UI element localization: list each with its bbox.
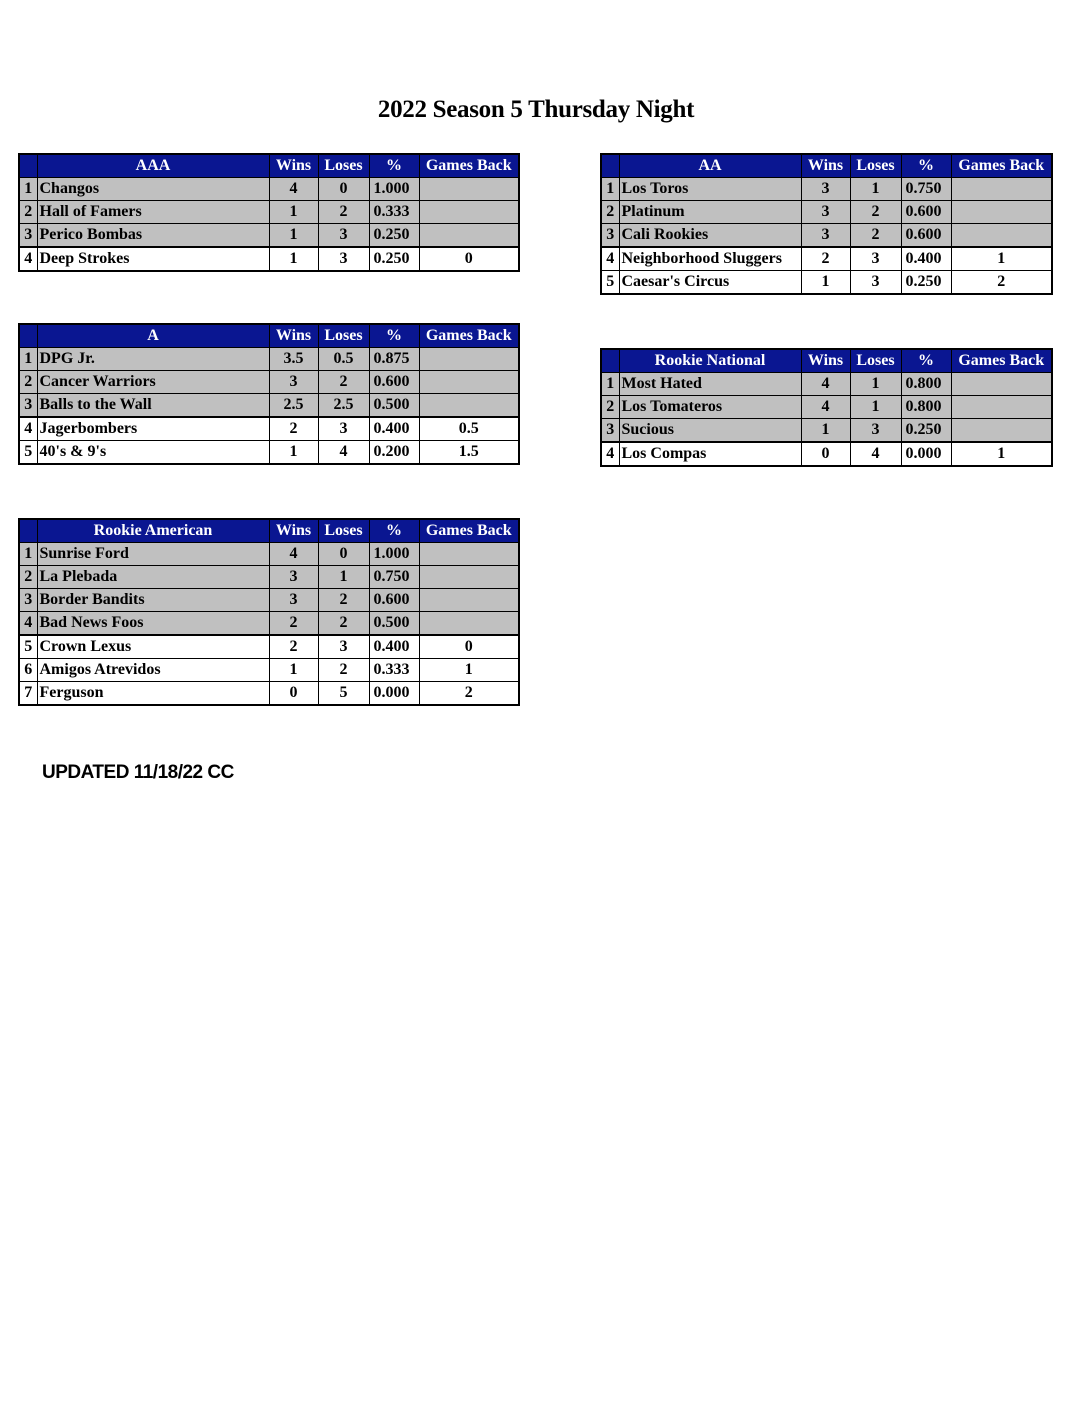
header-blank bbox=[601, 154, 619, 178]
wins: 4 bbox=[269, 178, 318, 201]
games-back bbox=[419, 224, 519, 248]
wins: 2 bbox=[801, 247, 850, 271]
rank: 4 bbox=[19, 417, 37, 441]
win-pct: 0.400 bbox=[901, 247, 951, 271]
pct-header: % bbox=[369, 519, 419, 543]
loses: 2 bbox=[318, 659, 369, 682]
rank: 1 bbox=[601, 178, 619, 201]
rank: 3 bbox=[601, 419, 619, 443]
loses: 1 bbox=[850, 178, 901, 201]
wins: 1 bbox=[269, 247, 318, 271]
win-pct: 0.200 bbox=[369, 441, 419, 465]
loses-header: Loses bbox=[850, 154, 901, 178]
rank: 2 bbox=[19, 371, 37, 394]
team-name: Platinum bbox=[619, 201, 801, 224]
loses-header: Loses bbox=[318, 519, 369, 543]
rank: 2 bbox=[601, 201, 619, 224]
team-name: Neighborhood Sluggers bbox=[619, 247, 801, 271]
division-name: Rookie American bbox=[37, 519, 269, 543]
team-name: Deep Strokes bbox=[37, 247, 269, 271]
header-blank bbox=[19, 324, 37, 348]
team-name: Amigos Atrevidos bbox=[37, 659, 269, 682]
team-name: Sunrise Ford bbox=[37, 543, 269, 566]
rank: 3 bbox=[19, 394, 37, 418]
team-name: Los Tomateros bbox=[619, 396, 801, 419]
games-back: 0 bbox=[419, 247, 519, 271]
win-pct: 0.500 bbox=[369, 394, 419, 418]
pct-header: % bbox=[369, 324, 419, 348]
win-pct: 0.250 bbox=[369, 247, 419, 271]
division-name: AAA bbox=[37, 154, 269, 178]
rank: 1 bbox=[19, 178, 37, 201]
wins: 3 bbox=[269, 566, 318, 589]
games-back: 1 bbox=[951, 442, 1052, 466]
rank: 5 bbox=[601, 271, 619, 295]
loses: 4 bbox=[318, 441, 369, 465]
team-name: Ferguson bbox=[37, 682, 269, 706]
loses: 2.5 bbox=[318, 394, 369, 418]
rank: 5 bbox=[19, 441, 37, 465]
division-name: Rookie National bbox=[619, 349, 801, 373]
table-row bbox=[601, 178, 1052, 201]
table-header bbox=[19, 519, 519, 543]
table-row bbox=[19, 589, 519, 612]
wins-header: Wins bbox=[801, 154, 850, 178]
win-pct: 0.250 bbox=[901, 419, 951, 443]
win-pct: 0.600 bbox=[369, 371, 419, 394]
table-row bbox=[19, 635, 519, 659]
games-back bbox=[419, 612, 519, 636]
wins-header: Wins bbox=[269, 519, 318, 543]
wins: 1 bbox=[801, 419, 850, 443]
loses: 2 bbox=[850, 201, 901, 224]
pct-header: % bbox=[901, 154, 951, 178]
team-name: DPG Jr. bbox=[37, 348, 269, 371]
table-row bbox=[601, 201, 1052, 224]
win-pct: 0.800 bbox=[901, 396, 951, 419]
rank: 2 bbox=[19, 201, 37, 224]
games-back: 1 bbox=[419, 659, 519, 682]
division-table-rookie-national bbox=[600, 348, 1053, 467]
loses: 3 bbox=[850, 271, 901, 295]
win-pct: 0.750 bbox=[369, 566, 419, 589]
wins: 2 bbox=[269, 417, 318, 441]
games-back bbox=[951, 396, 1052, 419]
rank: 2 bbox=[19, 566, 37, 589]
win-pct: 0.400 bbox=[369, 417, 419, 441]
table-row bbox=[601, 419, 1052, 443]
header-blank bbox=[19, 519, 37, 543]
team-name: Changos bbox=[37, 178, 269, 201]
games-back bbox=[419, 178, 519, 201]
team-name: 40's & 9's bbox=[37, 441, 269, 465]
wins: 4 bbox=[801, 396, 850, 419]
table-row bbox=[19, 612, 519, 636]
win-pct: 0.600 bbox=[901, 224, 951, 248]
loses: 3 bbox=[318, 417, 369, 441]
loses: 0 bbox=[318, 543, 369, 566]
team-name: Bad News Foos bbox=[37, 612, 269, 636]
win-pct: 0.000 bbox=[369, 682, 419, 706]
games-back bbox=[951, 178, 1052, 201]
wins: 4 bbox=[801, 373, 850, 396]
win-pct: 0.800 bbox=[901, 373, 951, 396]
games-back: 2 bbox=[419, 682, 519, 706]
games-back: 0.5 bbox=[419, 417, 519, 441]
games-back bbox=[951, 419, 1052, 443]
win-pct: 0.600 bbox=[369, 589, 419, 612]
rank: 7 bbox=[19, 682, 37, 706]
table-row bbox=[19, 348, 519, 371]
loses-header: Loses bbox=[318, 324, 369, 348]
loses: 2 bbox=[318, 589, 369, 612]
wins: 3.5 bbox=[269, 348, 318, 371]
loses: 3 bbox=[318, 635, 369, 659]
games-back bbox=[419, 543, 519, 566]
wins: 3 bbox=[801, 201, 850, 224]
loses: 0 bbox=[318, 178, 369, 201]
table-row bbox=[19, 543, 519, 566]
win-pct: 1.000 bbox=[369, 178, 419, 201]
team-name: Jagerbombers bbox=[37, 417, 269, 441]
rank: 3 bbox=[601, 224, 619, 248]
table-header bbox=[601, 349, 1052, 373]
loses: 1 bbox=[850, 373, 901, 396]
games-back bbox=[951, 224, 1052, 248]
loses: 2 bbox=[318, 371, 369, 394]
rank: 6 bbox=[19, 659, 37, 682]
rank: 1 bbox=[19, 348, 37, 371]
games-back bbox=[419, 394, 519, 418]
table-row bbox=[601, 224, 1052, 248]
wins: 3 bbox=[269, 371, 318, 394]
win-pct: 1.000 bbox=[369, 543, 419, 566]
loses: 2 bbox=[318, 201, 369, 224]
win-pct: 0.000 bbox=[901, 442, 951, 466]
games-back bbox=[419, 201, 519, 224]
games-back-header: Games Back bbox=[951, 154, 1052, 178]
rank: 3 bbox=[19, 589, 37, 612]
rank: 4 bbox=[19, 612, 37, 636]
wins: 3 bbox=[269, 589, 318, 612]
wins-header: Wins bbox=[801, 349, 850, 373]
win-pct: 0.600 bbox=[901, 201, 951, 224]
table-row bbox=[19, 417, 519, 441]
loses: 5 bbox=[318, 682, 369, 706]
games-back: 0 bbox=[419, 635, 519, 659]
table-header bbox=[601, 154, 1052, 178]
wins: 0 bbox=[801, 442, 850, 466]
games-back-header: Games Back bbox=[951, 349, 1052, 373]
team-name: Border Bandits bbox=[37, 589, 269, 612]
wins: 3 bbox=[801, 224, 850, 248]
wins: 2 bbox=[269, 635, 318, 659]
games-back bbox=[951, 373, 1052, 396]
wins: 1 bbox=[269, 659, 318, 682]
table-row bbox=[19, 659, 519, 682]
games-back-header: Games Back bbox=[419, 324, 519, 348]
wins: 1 bbox=[269, 224, 318, 248]
rank: 3 bbox=[19, 224, 37, 248]
loses: 2 bbox=[850, 224, 901, 248]
wins: 2 bbox=[269, 612, 318, 636]
division-table-rookie-american bbox=[18, 518, 520, 706]
loses: 3 bbox=[318, 247, 369, 271]
games-back: 1.5 bbox=[419, 441, 519, 465]
loses: 4 bbox=[850, 442, 901, 466]
win-pct: 0.250 bbox=[369, 224, 419, 248]
table-row bbox=[19, 224, 519, 248]
division-table-aa bbox=[600, 153, 1053, 295]
games-back: 1 bbox=[951, 247, 1052, 271]
pct-header: % bbox=[901, 349, 951, 373]
header-blank bbox=[19, 154, 37, 178]
games-back bbox=[419, 566, 519, 589]
win-pct: 0.500 bbox=[369, 612, 419, 636]
rank: 1 bbox=[601, 373, 619, 396]
division-name: AA bbox=[619, 154, 801, 178]
win-pct: 0.333 bbox=[369, 201, 419, 224]
games-back-header: Games Back bbox=[419, 154, 519, 178]
table-row bbox=[19, 247, 519, 271]
table-row bbox=[601, 442, 1052, 466]
games-back-header: Games Back bbox=[419, 519, 519, 543]
games-back bbox=[951, 201, 1052, 224]
table-header bbox=[19, 324, 519, 348]
win-pct: 0.750 bbox=[901, 178, 951, 201]
table-row bbox=[19, 441, 519, 465]
team-name: Most Hated bbox=[619, 373, 801, 396]
rank: 4 bbox=[19, 247, 37, 271]
games-back bbox=[419, 589, 519, 612]
wins: 4 bbox=[269, 543, 318, 566]
team-name: Caesar's Circus bbox=[619, 271, 801, 295]
team-name: Perico Bombas bbox=[37, 224, 269, 248]
team-name: Balls to the Wall bbox=[37, 394, 269, 418]
team-name: Los Toros bbox=[619, 178, 801, 201]
team-name: Sucious bbox=[619, 419, 801, 443]
games-back bbox=[419, 348, 519, 371]
wins: 1 bbox=[269, 201, 318, 224]
win-pct: 0.400 bbox=[369, 635, 419, 659]
division-name: A bbox=[37, 324, 269, 348]
wins-header: Wins bbox=[269, 154, 318, 178]
wins: 2.5 bbox=[269, 394, 318, 418]
table-row bbox=[601, 247, 1052, 271]
wins: 3 bbox=[801, 178, 850, 201]
pct-header: % bbox=[369, 154, 419, 178]
rank: 4 bbox=[601, 247, 619, 271]
table-row bbox=[601, 271, 1052, 295]
table-row bbox=[19, 394, 519, 418]
updated-note: UPDATED 11/18/22 CC bbox=[42, 762, 234, 783]
table-header bbox=[19, 154, 519, 178]
loses: 3 bbox=[850, 247, 901, 271]
games-back: 2 bbox=[951, 271, 1052, 295]
team-name: Hall of Famers bbox=[37, 201, 269, 224]
wins: 1 bbox=[801, 271, 850, 295]
team-name: Crown Lexus bbox=[37, 635, 269, 659]
rank: 5 bbox=[19, 635, 37, 659]
wins: 0 bbox=[269, 682, 318, 706]
team-name: Cali Rookies bbox=[619, 224, 801, 248]
table-row bbox=[19, 178, 519, 201]
table-row bbox=[601, 373, 1052, 396]
loses: 1 bbox=[850, 396, 901, 419]
division-table-a bbox=[18, 323, 520, 465]
table-row bbox=[19, 371, 519, 394]
win-pct: 0.250 bbox=[901, 271, 951, 295]
header-blank bbox=[601, 349, 619, 373]
win-pct: 0.875 bbox=[369, 348, 419, 371]
rank: 2 bbox=[601, 396, 619, 419]
team-name: Los Compas bbox=[619, 442, 801, 466]
win-pct: 0.333 bbox=[369, 659, 419, 682]
games-back bbox=[419, 371, 519, 394]
loses: 0.5 bbox=[318, 348, 369, 371]
table-row bbox=[19, 566, 519, 589]
page-title: 2022 Season 5 Thursday Night bbox=[377, 96, 695, 123]
wins-header: Wins bbox=[269, 324, 318, 348]
loses-header: Loses bbox=[318, 154, 369, 178]
loses-header: Loses bbox=[850, 349, 901, 373]
loses: 1 bbox=[318, 566, 369, 589]
rank: 4 bbox=[601, 442, 619, 466]
loses: 3 bbox=[318, 224, 369, 248]
loses: 3 bbox=[850, 419, 901, 443]
rank: 1 bbox=[19, 543, 37, 566]
table-row bbox=[19, 682, 519, 706]
wins: 1 bbox=[269, 441, 318, 465]
table-row bbox=[601, 396, 1052, 419]
team-name: La Plebada bbox=[37, 566, 269, 589]
table-row bbox=[19, 201, 519, 224]
loses: 2 bbox=[318, 612, 369, 636]
team-name: Cancer Warriors bbox=[37, 371, 269, 394]
division-table-aaa bbox=[18, 153, 520, 272]
